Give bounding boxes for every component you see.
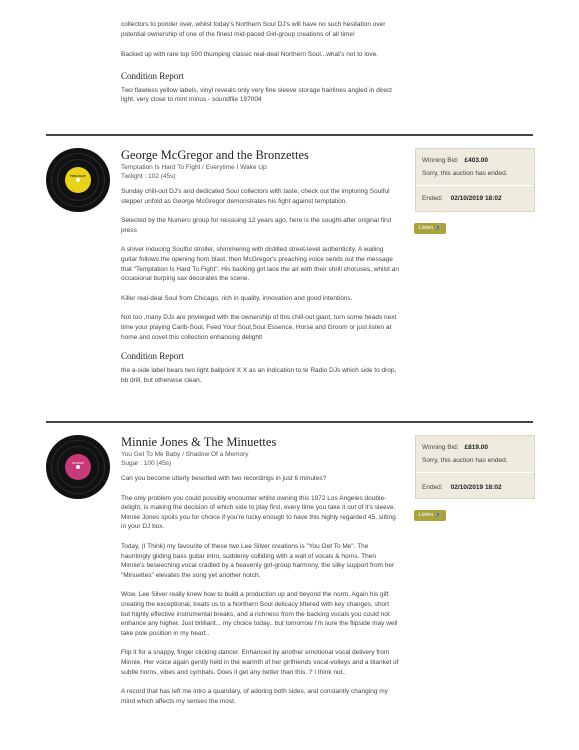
auction-status: Sorry, this auction has ended. xyxy=(422,170,508,177)
vinyl-record-icon[interactable] xyxy=(46,435,110,499)
record-label: TWILIGHT xyxy=(65,167,91,193)
speaker-icon: 🔊 xyxy=(435,512,442,518)
description-paragraph: A record that has left me intro a quandary, of adoring both sides, and constantly changing my mind which affects my senses the most. xyxy=(121,688,388,705)
description-paragraph: Can you become utterly besotted with two recordings in just 6 minutes? xyxy=(121,475,327,482)
record-label-number: Sugar : 100 (45s) xyxy=(121,460,172,467)
winning-bid-amount: £819.00 xyxy=(464,444,488,451)
description-paragraph: Killer real-deal Soul from Chicago, rich in quality, innovation and good intentions. xyxy=(121,294,353,302)
listing-info xyxy=(121,435,399,706)
winning-bid: Winning Bid: £403.00 xyxy=(422,157,488,164)
winning-bid: Winning Bid: £819.00 xyxy=(422,444,488,451)
description-paragraph: The only problem you could possibly encounter whilst owning this 1972 Los Angeles double-delight, is making the decision of which side to play first, every time you take it out of it's sleeve. Minnie Jones spoils you for choice if you're lucky enough to have this highly regarded 45, sitting in your DJ box. xyxy=(121,494,396,531)
description-paragraph: A shiver inducing Soulful stroller, shimmering with distilled street-level authenticity. A wailing guitar follows the opening horn blast, then McGregor's preaching voice sends out the message that "Temptation Is Hard To Fight". His backing girl lace the air with their shrill choruses, whilst an occasional burping sax decorates the scene. xyxy=(121,246,399,283)
description-paragraph: collectors to ponder over, whilst today's Northern Soul DJ's will have no such hesitation over potential ownership of one of the finest mid-paced Girl-group creations of all time! xyxy=(121,21,386,38)
condition-report-text: Two flawless yellow labels, vinyl reveals only very fine sleeve storage hairlines angled in direct light. very close to mint minus - soundfile 197004 xyxy=(121,86,392,104)
auction-status: Sorry, this auction has ended. xyxy=(422,457,508,464)
previous-listing-description xyxy=(121,20,396,116)
condition-report-title: Condition Report xyxy=(121,351,184,362)
record-titles: Temptation Is Hard To Fight / Everytime I Wake Up xyxy=(121,164,267,171)
listing-divider xyxy=(46,421,533,423)
description-paragraph: Today, (I Think) my favourite of these two Lee Silver creations is "You Get To Me". The hauntingly gliding bass guitar intro, suddenly colliding with a wall of vocals & horns. Then Minnie's beseeching vocal cradled by a heavenly girl-group harmony, the silky support from her "Minuettes" elevates the song yet another notch. xyxy=(121,542,395,579)
artist-title[interactable]: Minnie Jones & The Minuettes xyxy=(121,435,277,449)
ended-date: Ended: 02/10/2019 18:02 xyxy=(422,195,502,202)
ended-date: Ended: 02/10/2019 18:02 xyxy=(422,484,502,491)
listen-button[interactable]: Listen 🔊 xyxy=(414,223,446,234)
description-paragraph: Not too ,many DJs are privileged with the ownership of this chill-out giant, turn some heads next time your playing Carib-Soul, Feed Your Soul,Soul Essence, Horse and Groom or just listen at home and covet this collection enhancing delight! xyxy=(121,314,397,341)
listing-divider xyxy=(46,134,533,136)
condition-report-text: the a-side label bears two light ballpoint X X as an indication to te Radio DJs which side to drop, bb drill, but otherwise clean. xyxy=(121,367,397,384)
listen-button[interactable]: Listen 🔊 xyxy=(414,510,446,521)
condition-report-title: Condition Report xyxy=(121,70,184,81)
bid-box xyxy=(415,435,535,499)
record-label: SUGAR xyxy=(65,454,91,480)
vinyl-record-icon[interactable] xyxy=(46,148,110,212)
description-paragraph: Backed up with rare top 500 thumping classic real-deal Northern Soul...what's not to love. xyxy=(121,51,379,59)
listing-info xyxy=(121,148,399,385)
description-paragraph: Flip it for a snappy, finger clicking dancer. Enhanced by another emotional vocal delivery from Minnie. Her voice again gently held in the warmth of her girlfriends vocal-volleys and a blanket of subtle horns, vibes and cymbals. Does it get any better than this..? I think not.. xyxy=(121,649,399,676)
description-paragraph: Selected by the Numero group for reissuing 12 years ago, here is the sought-after original first press xyxy=(121,217,392,234)
artist-title[interactable]: George McGregor and the Bronzettes xyxy=(121,148,309,162)
description-paragraph: Sunday chill-out DJ's and dedicated Soul collectors with taste, check out the imploring Soulful stepper unfold as George McGregor demonstrates his fight against temptation. xyxy=(121,188,390,205)
speaker-icon: 🔊 xyxy=(435,225,442,231)
record-label-number: Twilight : 102 (45s) xyxy=(121,173,176,180)
description-paragraph: Wow, Lee Silver really knew how to build a production up and beyond the norm. Again his gift creating the exceptional, treats us to a Northern Soul delicacy littered with key changes, short but highly effective instrumental breaks, and a richness from the backing vocals you could not enhance any higher. Just brilliant... my choice today.. but tomorrow I'm sure the flipside may well take pole position in my heart.. xyxy=(121,591,398,637)
winning-bid-amount: £403.00 xyxy=(464,157,488,164)
bid-box xyxy=(415,148,535,212)
record-titles: You Get To Me Baby / Shadow Of a Memory xyxy=(121,451,249,458)
